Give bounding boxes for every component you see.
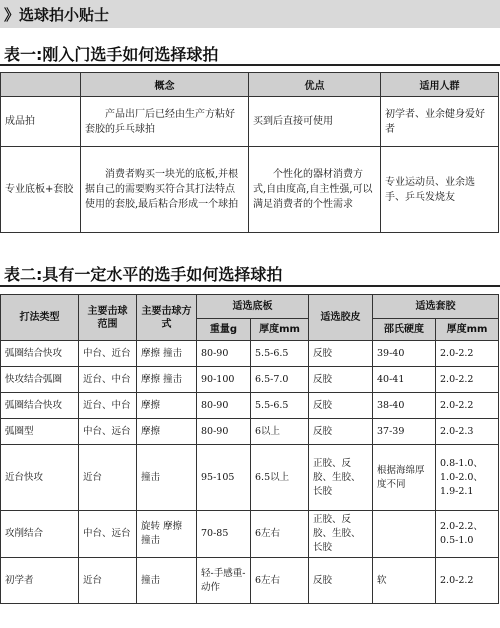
table1-header-cell [1,73,81,97]
table-cell: 70-85 [197,511,251,558]
table-cell: 80-90 [197,341,251,367]
table-row [1,341,499,367]
tips-banner [0,0,500,28]
table-cell: 0.8-1.0、1.0-2.0、1.9-2.1 [436,445,499,511]
table-row [1,445,499,511]
table-cell: 90-100 [197,367,251,393]
table2-header-cell: 适选底板 [197,295,309,319]
table2-header-cell: 打法类型 [1,295,79,341]
table-cell: 中台、远台 [79,419,137,445]
table2-header-cell: 厚度mm [251,319,309,341]
table-cell: 反胶 [309,367,373,393]
table2-header-cell: 厚度mm [436,319,499,341]
table-cell: 专业运动员、业余选手、乒乓发烧友 [381,147,499,233]
table2 [0,294,499,604]
table-cell: 撞击 [137,558,197,604]
table-row [1,511,499,558]
table2-header-cell: 适选套胶 [373,295,499,319]
table-cell: 弧圈型 [1,419,79,445]
table2-header-row [1,295,499,319]
table-cell: 攻削结合 [1,511,79,558]
table1-title: 表一:刚入门选手如何选择球拍 [4,45,219,64]
table-cell: 中台、远台 [79,511,137,558]
table-cell: 专业底板+套胶 [1,147,81,233]
table-cell: 2.0-2.2 [436,393,499,419]
table-cell: 近台 [79,445,137,511]
table-cell: 消费者购买一块光的底板,并根据自己的需要购买符合其打法特点使用的套胶,最后粘合形成一个球拍 [81,147,249,233]
table-cell: 40-41 [373,367,436,393]
table-cell: 6左右 [251,558,309,604]
table-cell: 正胶、反胶、生胶、长胶 [309,445,373,511]
table-cell: 2.0-2.2 [436,558,499,604]
table-cell: 近台、中台 [79,367,137,393]
table-cell: 反胶 [309,393,373,419]
table-cell: 买到后直接可使用 [249,97,381,147]
table-cell: 2.0-2.2 [436,367,499,393]
table-cell: 产品出厂后已经由生产方粘好套胶的乒乓球拍 [81,97,249,147]
table-cell: 39-40 [373,341,436,367]
table-cell: 38-40 [373,393,436,419]
table-cell: 个性化的器材消费方式,自由度高,自主性强,可以满足消费者的个性需求 [249,147,381,233]
table-cell: 反胶 [309,558,373,604]
table-cell: 2.0-2.2 [436,341,499,367]
table-cell: 近台、中台 [79,393,137,419]
table-cell: 6.5-7.0 [251,367,309,393]
table-row [1,558,499,604]
table-row [1,367,499,393]
table-cell: 近台快攻 [1,445,79,511]
table-cell: 成品拍 [1,97,81,147]
table-cell: 37-39 [373,419,436,445]
table-cell: 中台、近台 [79,341,137,367]
table1-header-row [1,73,499,97]
table1-rule [0,64,500,66]
table-cell: 2.0-2.2、0.5-1.0 [436,511,499,558]
table-cell: 轻-手感重-动作 [197,558,251,604]
table-row [1,393,499,419]
table-cell: 正胶、反胶、生胶、长胶 [309,511,373,558]
table-cell: 近台 [79,558,137,604]
table-cell: 初学者 [1,558,79,604]
table-cell: 弧圈结合快攻 [1,393,79,419]
table2-header-cell: 适选胶皮 [309,295,373,341]
table-cell: 80-90 [197,393,251,419]
table-cell: 撞击 [137,445,197,511]
table-cell: 摩擦 撞击 [137,367,197,393]
table-cell: 摩擦 [137,419,197,445]
table2-title: 表二:具有一定水平的选手如何选择球拍 [4,265,283,284]
table-cell: 6.5以上 [251,445,309,511]
table-cell: 快攻结合弧圈 [1,367,79,393]
table1-header-cell: 适用人群 [381,73,499,97]
table2-header-cell: 邵氏硬度 [373,319,436,341]
table-cell: 95-105 [197,445,251,511]
table-cell: 5.5-6.5 [251,341,309,367]
table2-header-cell: 重量g [197,319,251,341]
table-cell: 2.0-2.3 [436,419,499,445]
table2-header-cell: 主要击球范围 [79,295,137,341]
table2-rule [0,285,500,287]
table-cell: 软 [373,558,436,604]
table-cell: 6左右 [251,511,309,558]
table-cell: 5.5-6.5 [251,393,309,419]
table-cell: 摩擦 撞击 [137,341,197,367]
table-cell: 反胶 [309,419,373,445]
table-cell: 初学者、业余健身爱好者 [381,97,499,147]
table-cell: 根据海绵厚度不同 [373,445,436,511]
table1-header-cell: 概念 [81,73,249,97]
table-cell: 6以上 [251,419,309,445]
table-cell: 80-90 [197,419,251,445]
table-cell [373,511,436,558]
table-row [1,419,499,445]
table-cell: 摩擦 [137,393,197,419]
table1-header-cell: 优点 [249,73,381,97]
table-row [1,147,499,233]
table-cell: 反胶 [309,341,373,367]
table-cell: 弧圈结合快攻 [1,341,79,367]
table-cell: 旋转 摩擦 撞击 [137,511,197,558]
table1 [0,72,499,233]
table2-header-cell: 主要击球方式 [137,295,197,341]
banner-title: 》选球拍小贴士 [4,6,110,24]
table-row [1,97,499,147]
